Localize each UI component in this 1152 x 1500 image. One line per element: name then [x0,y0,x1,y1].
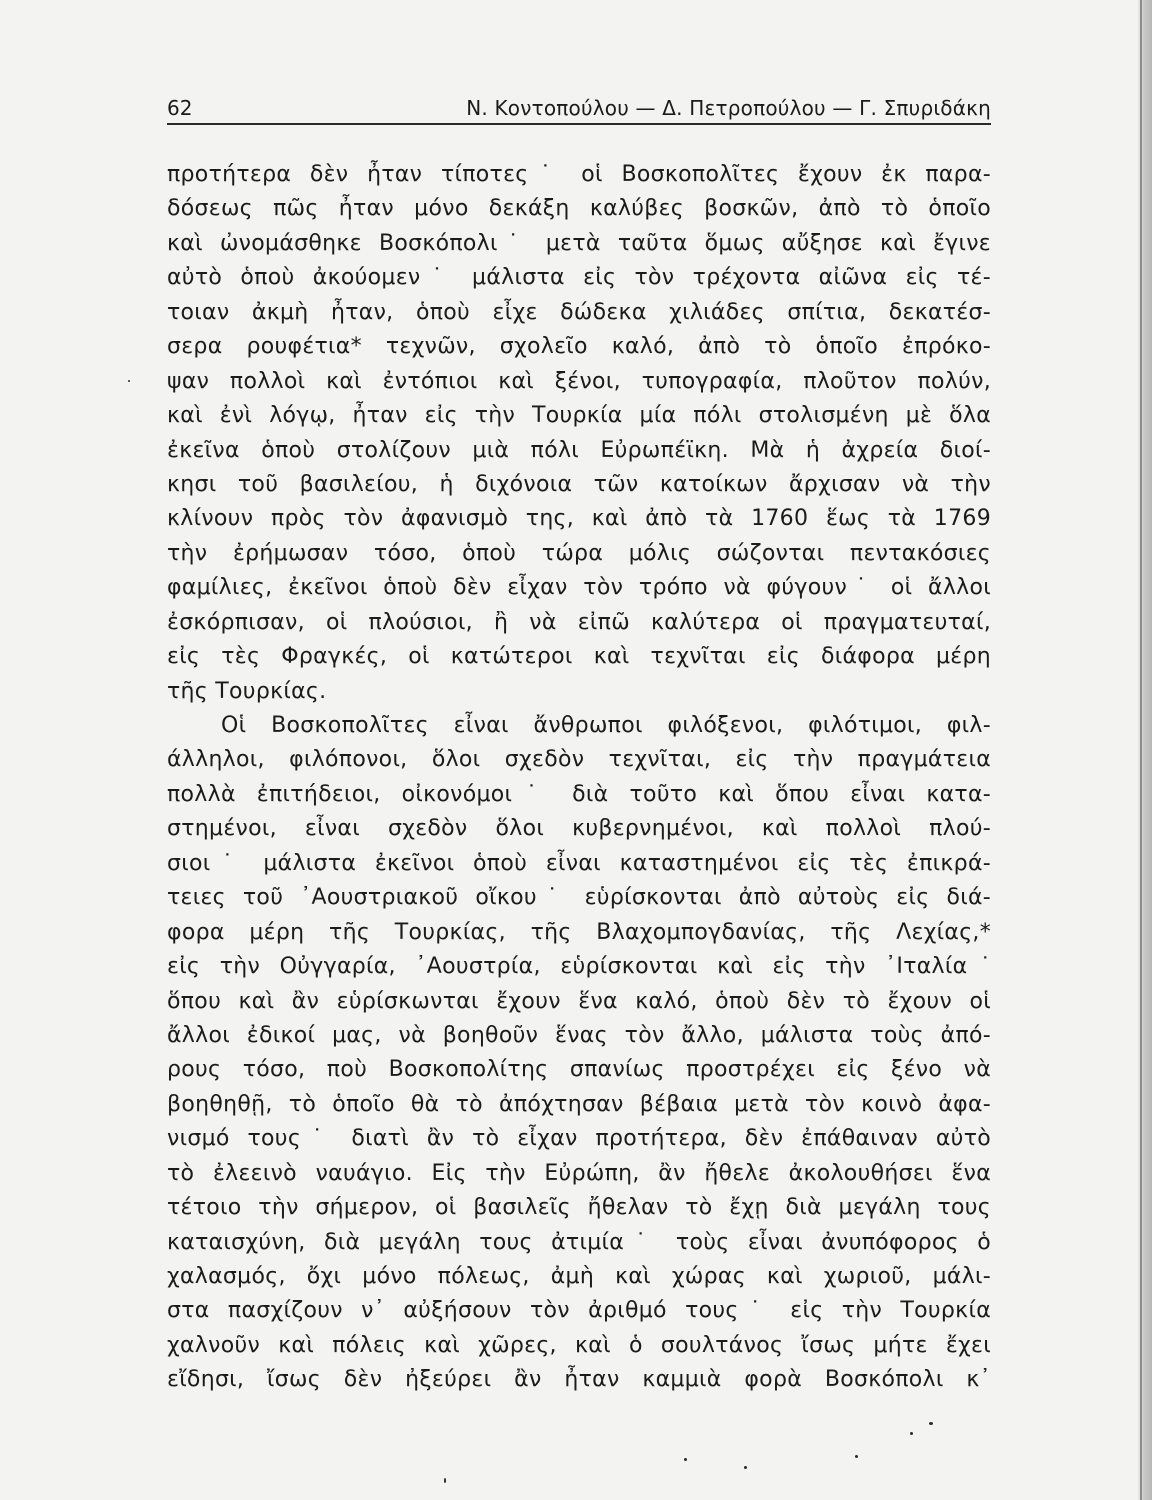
text-line: πολλὰ ἐπιτήδειοι, οἰκονόμοι˙ διὰ τοῦτο καὶ ὅπου εἶναι κατα- [167,781,991,807]
text-line: ἄλλοι ἐδικοί μας, νὰ βοηθοῦν ἕνας τὸν ἄλλο, μάλιστα τοὺς ἀπό- [167,1022,991,1048]
scan-speck [128,380,130,382]
text-line: τέτοιο τὴν σήμερον, οἱ βασιλεῖς ἤθελαν τὸ ἔχῃ διὰ μεγάλη τους [167,1195,991,1221]
text-line: στημένοι, εἶναι σχεδὸν ὅλοι κυβερνημένοι, καὶ πολλοὶ πλού- [167,816,991,842]
text-line: κησι τοῦ βασιλείου, ἡ διχόνοια τῶν κατοίκων ἄρχισαν νὰ τὴν [167,471,991,497]
scan-speck [744,1466,747,1469]
text-line: τὴν ἐρήμωσαν τόσο, ὁποὺ τώρα μόλις σώζονται πεντακόσιες [167,540,991,566]
text-line: στα πασχίζουν ν᾿ αὐξήσουν τὸν ἀριθμό τους˙ εἰς τὴν Τουρκία [167,1298,991,1324]
text-line: προτήτερα δὲν ἦταν τίποτες˙ οἱ Βοσκοπολῖτες ἔχουν ἐκ παρα- [167,162,991,187]
text-line: σιοι˙ μάλιστα ἐκεῖνοι ὁποὺ εἶναι καταστημένοι εἰς τὲς ἐπικρά- [167,850,991,876]
text-line: εἰς τὲς Φραγκές, οἱ κατώτεροι καὶ τεχνῖται εἰς διάφορα μέρη [167,644,991,670]
page-edge-line [1140,0,1142,1500]
text-line: σερα ρουφέτια* τεχνῶν, σχολεῖο καλό, ἀπὸ τὸ ὁποῖο ἐπρόκο- [167,334,991,360]
text-line: εἰς τὴν Οὐγγαρία, ᾿Αουστρία, εὑρίσκονται καὶ εἰς τὴν ᾿Ιταλία˙ [167,954,991,980]
paragraph-start-line: Οἱ Βοσκοπολῖτες εἶναι ἄνθρωποι φιλόξενοι, φιλότιμοι, φιλ- [221,713,991,738]
text-line: τοιαν ἀκμὴ ἦταν, ὁποὺ εἶχε δώδεκα χιλιάδες σπίτια, δεκατέσ- [167,299,991,325]
scan-speck [929,1422,933,1425]
page-number: 62 [167,96,193,120]
text-line: κλίνουν πρὸς τὸν ἀφανισμὸ της, καὶ ἀπὸ τὰ 1760 ἕως τὰ 1769 [167,506,991,532]
text-line: αὐτὸ ὁποὺ ἀκούομεν˙ μάλιστα εἰς τὸν τρέχοντα αἰῶνα εἰς τέ- [167,265,991,291]
text-line: ψαν πολλοὶ καὶ ἐντόπιοι καὶ ξένοι, τυπογραφία, πλοῦτον πολύν, [167,368,991,394]
text-line: χαλνοῦν καὶ πόλεις καὶ χῶρες, καὶ ὁ σουλτάνος ἴσως μήτε ἔχει [167,1332,991,1358]
text-line: ρους τόσο, ποὺ Βοσκοπολίτης σπανίως προστρέχει εἰς ξένο νὰ [167,1057,991,1083]
text-line: τειες τοῦ ᾿Αουστριακοῦ οἴκου˙ εὑρίσκονται ἀπὸ αὐτοὺς εἰς διά- [167,885,991,911]
text-line: καὶ ὠνομάσθηκε Βοσκόπολι˙ μετὰ ταῦτα ὅμως αὔξησε καὶ ἔγινε [167,230,991,256]
paragraph-end-line: τῆς Τουρκίας. [167,678,327,704]
text-line: φαμίλιες, ἐκεῖνοι ὁποὺ δὲν εἶχαν τὸν τρόπο νὰ φύγουν˙ οἱ ἄλλοι [167,575,991,601]
header-rule [167,123,991,125]
text-line: ἐσκόρπισαν, οἱ πλούσιοι, ἢ νὰ εἰπῶ καλύτερα οἱ πραγματευταί, [167,609,991,635]
text-line: τὸ ἐλεεινὸ ναυάγιο. Εἰς τὴν Εὐρώπη, ἂν ἤθελε ἀκολουθήσει ἕνα [167,1160,991,1186]
text-line: καταισχύνη, διὰ μεγάλη τους ἀτιμία˙ τοὺς εἶναι ἀνυπόφορος ὁ [167,1229,991,1255]
running-head: Ν. Κοντοπούλου — Δ. Πετροπούλου — Γ. Σπυριδάκη [466,96,991,120]
text-line: ὅπου καὶ ἂν εὑρίσκωνται ἔχουν ἕνα καλό, ὁποὺ δὲν τὸ ἔχουν οἱ [167,988,991,1014]
scan-speck [910,1432,913,1435]
text-line: καὶ ἐνὶ λόγῳ, ἦταν εἰς τὴν Τουρκία μία πόλι στολισμένη μὲ ὅλα [167,403,991,429]
text-line: εἴδησι, ἴσως δὲν ἠξεύρει ἂν ἦταν καμμιὰ φορὰ Βοσκόπολι κ᾿ [167,1367,991,1393]
text-line: νισμό τους˙ διατὶ ἂν τὸ εἶχαν προτήτερα, δὲν ἐπάθαιναν αὐτὸ [167,1126,991,1152]
scan-speck [684,1458,687,1461]
text-line: ἐκεῖνα ὁποὺ στολίζουν μιὰ πόλι Εὐρωπέϊκη. Μὰ ἡ ἀχρεία διοί- [167,437,991,463]
text-line: φορα μέρη τῆς Τουρκίας, τῆς Βλαχομπογδανίας, τῆς Λεχίας,* [167,919,991,945]
body-text [167,158,991,1398]
scan-speck [444,1478,446,1483]
text-line: δόσεως πῶς ἦταν μόνο δεκάξη καλύβες βοσκῶν, ἀπὸ τὸ ὁποῖο [167,196,991,222]
text-line: χαλασμός, ὄχι μόνο πόλεως, ἀμὴ καὶ χώρας καὶ χωριοῦ, μάλι- [167,1264,991,1289]
scan-speck [855,1455,858,1458]
text-line: βοηθηθῇ, τὸ ὁποῖο θὰ τὸ ἀπόχτησαν βέβαια μετὰ τὸν κοινὸ ἀφα- [167,1091,991,1117]
text-line: άλληλοι, φιλόπονοι, ὅλοι σχεδὸν τεχνῖται, εἰς τὴν πραγμάτεια [167,747,991,773]
